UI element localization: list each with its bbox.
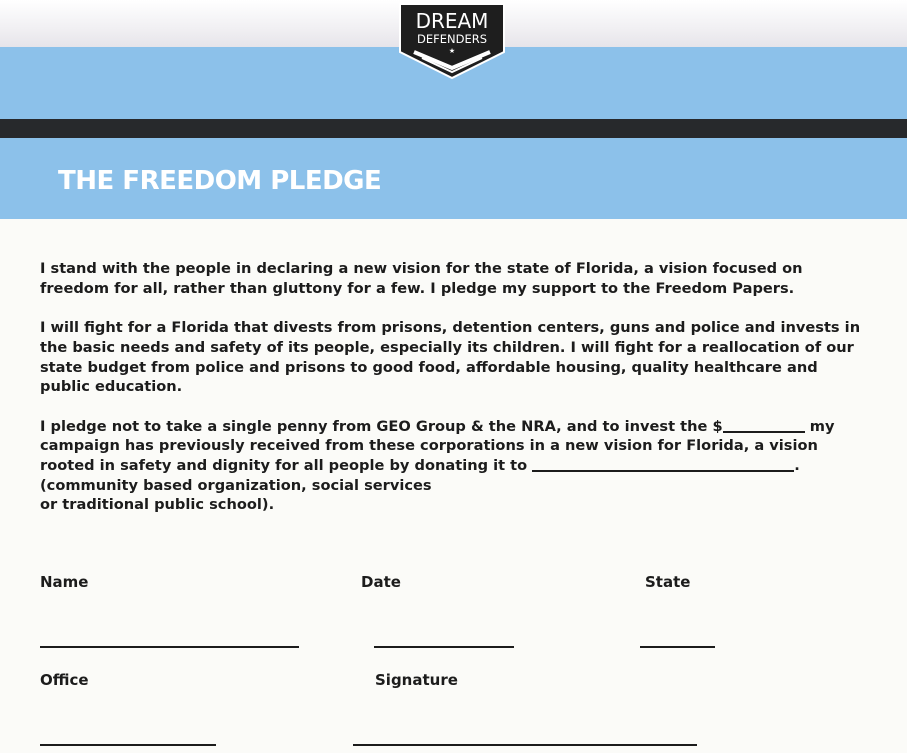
- signature-line[interactable]: [353, 744, 697, 746]
- organization-blank[interactable]: [532, 470, 794, 472]
- state-label: State: [645, 573, 691, 591]
- name-line[interactable]: [40, 646, 299, 648]
- page-title: THE FREEDOM PLEDGE: [58, 166, 382, 196]
- header-dark-stripe: [0, 119, 907, 138]
- office-line[interactable]: [40, 744, 216, 746]
- date-label: Date: [361, 573, 401, 591]
- signature-label: Signature: [375, 671, 458, 689]
- pledge-text-part-c: .(community based organization, social services: [40, 457, 800, 494]
- pledge-text-part-b: my campaign has previously received from these corporations in a new vision for Florida, a vision rooted in safety and dignity for all people by donating it to: [40, 417, 835, 474]
- amount-blank[interactable]: [723, 431, 805, 433]
- logo-star-icon: ★: [448, 47, 456, 55]
- pledge-text-part-d: or traditional public school).: [40, 496, 275, 514]
- pledge-text-part-a: I pledge not to take a single penny from GEO Group & the NRA, and to invest the $: [40, 417, 723, 435]
- state-line[interactable]: [640, 646, 715, 648]
- name-label: Name: [40, 573, 89, 591]
- pledge-paragraph-2: I will fight for a Florida that divests from prisons, detention centers, guns and police and invests in the basic needs and safety of its people, especially its children. I will fight for a reallocation of our state budget from police and prisons to good food, affordable housing, quality healthcare and public education.: [40, 319, 861, 396]
- office-label: Office: [40, 671, 89, 689]
- date-line[interactable]: [374, 646, 514, 648]
- pledge-body: [40, 259, 870, 535]
- pledge-paragraph-3: [40, 417, 870, 516]
- pledge-paragraph-1: I stand with the people in declaring a new vision for the state of Florida, a vision focused on freedom for all, rather than gluttony for a few. I pledge my support to the Freedom Papers.: [40, 260, 803, 297]
- logo-text-dream: DREAM: [415, 9, 489, 33]
- dream-defenders-logo: [398, 2, 506, 80]
- logo-text-defenders: DEFENDERS: [416, 32, 488, 46]
